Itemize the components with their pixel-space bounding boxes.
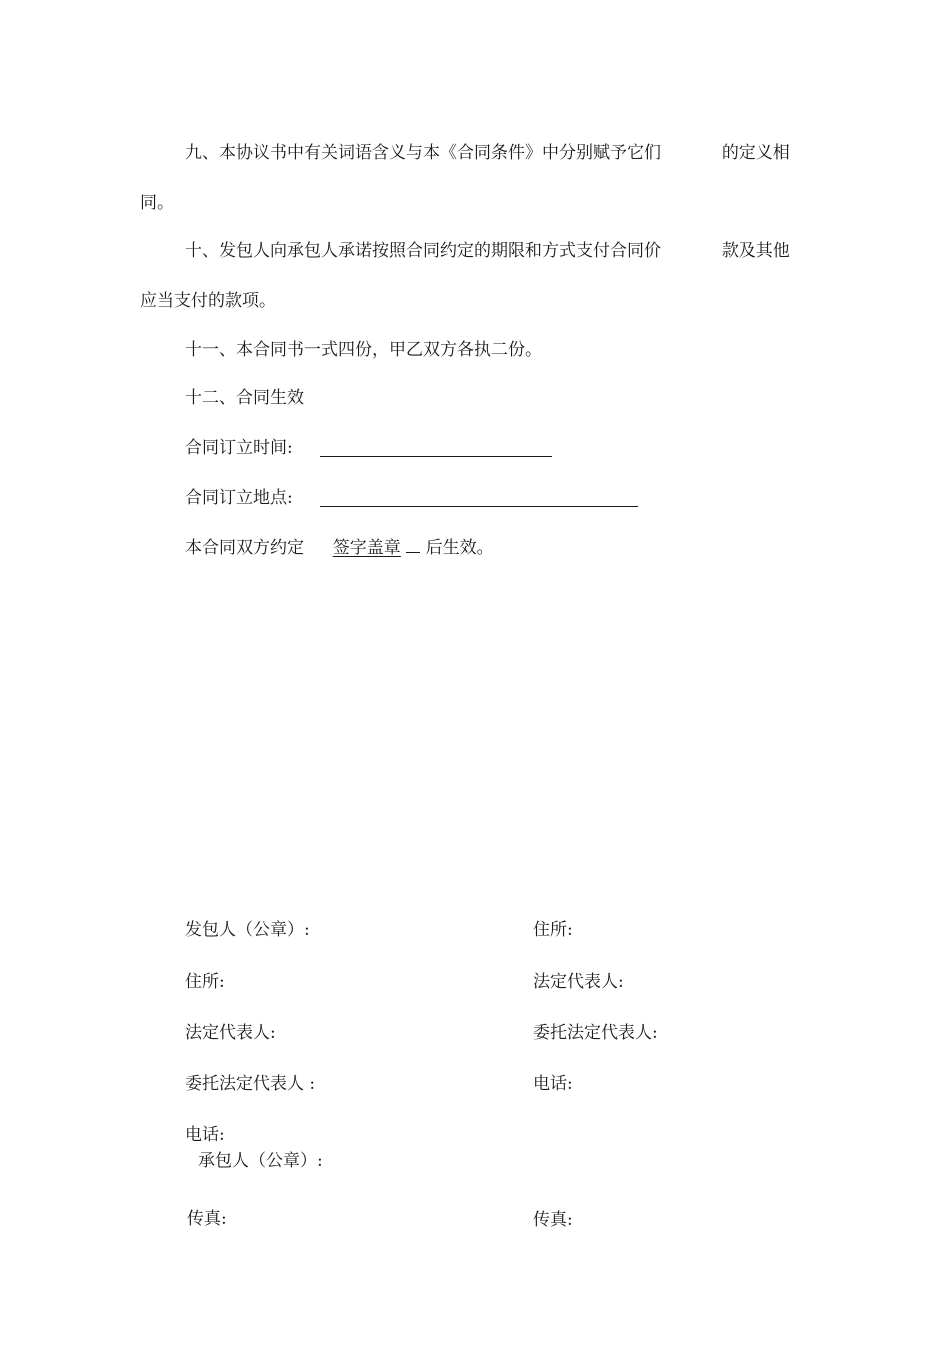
clause-12: 十二、合同生效 <box>185 388 304 408</box>
party-a-agent: 委托法定代表人 : <box>185 1074 316 1094</box>
clause-9-line-2: 同。 <box>140 193 174 213</box>
clause-10-line-1 <box>185 240 790 262</box>
clause-9-text-b: 的定义相 <box>721 143 790 163</box>
clause-10-text-b: 款及其他 <box>721 241 790 261</box>
party-a-title: 发包人（公章）: <box>185 920 310 940</box>
signing-time-row <box>185 437 293 459</box>
party-a-address: 住所: <box>185 972 225 992</box>
clause-10-text-a: 十、发包人向承包人承诺按照合同约定的期限和方式支付合同价 <box>185 241 661 261</box>
signing-time-label: 合同订立时间: <box>185 438 293 458</box>
clause-9-text-a: 九、本协议书中有关词语含义与本《合同条件》中分别赋予它们 <box>185 143 661 163</box>
party-a-phone: 电话: <box>185 1125 225 1145</box>
party-b-address: 住所: <box>533 920 573 940</box>
party-a-legal-rep: 法定代表人: <box>185 1023 276 1043</box>
party-a-fax: 传真: <box>187 1209 227 1229</box>
signing-place-label: 合同订立地点: <box>185 488 293 508</box>
party-b-fax: 传真: <box>533 1210 573 1230</box>
effective-value: 签字盖章 <box>332 538 401 558</box>
effective-suffix: 后生效。 <box>425 538 494 558</box>
signing-time-blank <box>320 440 552 457</box>
clause-9-line-1 <box>185 142 790 164</box>
party-b-legal-rep: 法定代表人: <box>533 972 624 992</box>
party-b-agent: 委托法定代表人: <box>533 1023 658 1043</box>
effective-prefix: 本合同双方约定 <box>185 538 304 558</box>
signing-place-row <box>185 487 293 509</box>
party-b-title: 承包人（公章）: <box>198 1151 323 1171</box>
clause-11: 十一、本合同书一式四份，甲乙双方各执二份。 <box>185 340 542 360</box>
signing-place-blank <box>320 490 638 507</box>
party-b-phone: 电话: <box>533 1074 573 1094</box>
effective-row <box>185 536 494 559</box>
clause-10-line-2: 应当支付的款项。 <box>140 291 276 311</box>
